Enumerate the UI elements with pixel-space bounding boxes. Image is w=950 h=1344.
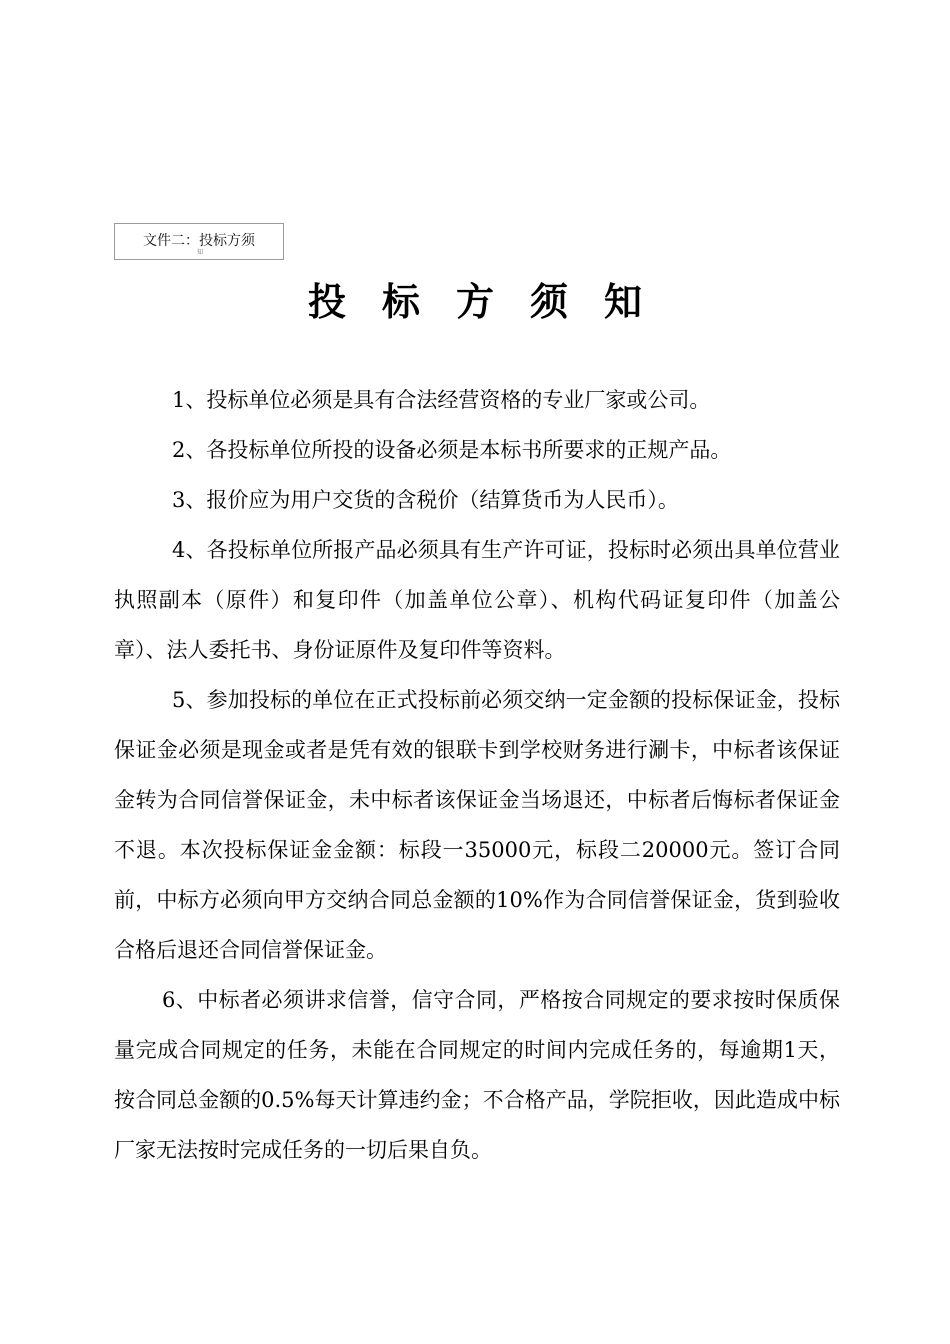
document-body — [114, 375, 840, 1175]
file-label-text: 文件二：投标方须 — [143, 233, 255, 249]
document-title: 投标方须知 — [307, 280, 678, 324]
paragraph-3: 3、报价应为用户交货的含税价（结算货币为人民币）。 — [172, 488, 679, 512]
file-label-box — [114, 223, 284, 260]
paragraph-4: 4、各投标单位所报产品必须具有生产许可证，投标时必须出具单位营业执照副本（原件）和复印件（加盖单位公章）、机构代码证复印件（加盖公章）、法人委托书、身份证原件及复印件等资料。 — [114, 538, 840, 662]
paragraph-5: 5、参加投标的单位在正式投标前必须交纳一定金额的投标保证金，投标保证金必须是现金或者是凭有效的银联卡到学校财务进行涮卡，中标者该保证金转为合同信誉保证金，未中标者该保证金当场退还，中标者后悔标者保证金不退。本次投标保证金金额：标段一35000元，标段二20000元。签订合同前，中标方必须向甲方交纳合同总金额的10%作为合同信誉保证金，货到验收合格后退还合同信誉保证金。 — [114, 688, 840, 962]
file-label-overflow-char: 知 — [196, 249, 203, 256]
paragraph-1: 1、投标单位必须是具有合法经营资格的专业厂家或公司。 — [172, 388, 711, 412]
paragraph-2: 2、各投标单位所投的设备必须是本标书所要求的正规产品。 — [172, 438, 732, 462]
paragraph-6: 6、中标者必须讲求信誉，信守合同，严格按合同规定的要求按时保质保量完成合同规定的任务，未能在合同规定的时间内完成任务的，每逾期1天，按合同总金额的0.5%每天计算违约金；不合格产品，学院拒收，因此造成中标厂家无法按时完成任务的一切后果自负。 — [114, 988, 840, 1162]
